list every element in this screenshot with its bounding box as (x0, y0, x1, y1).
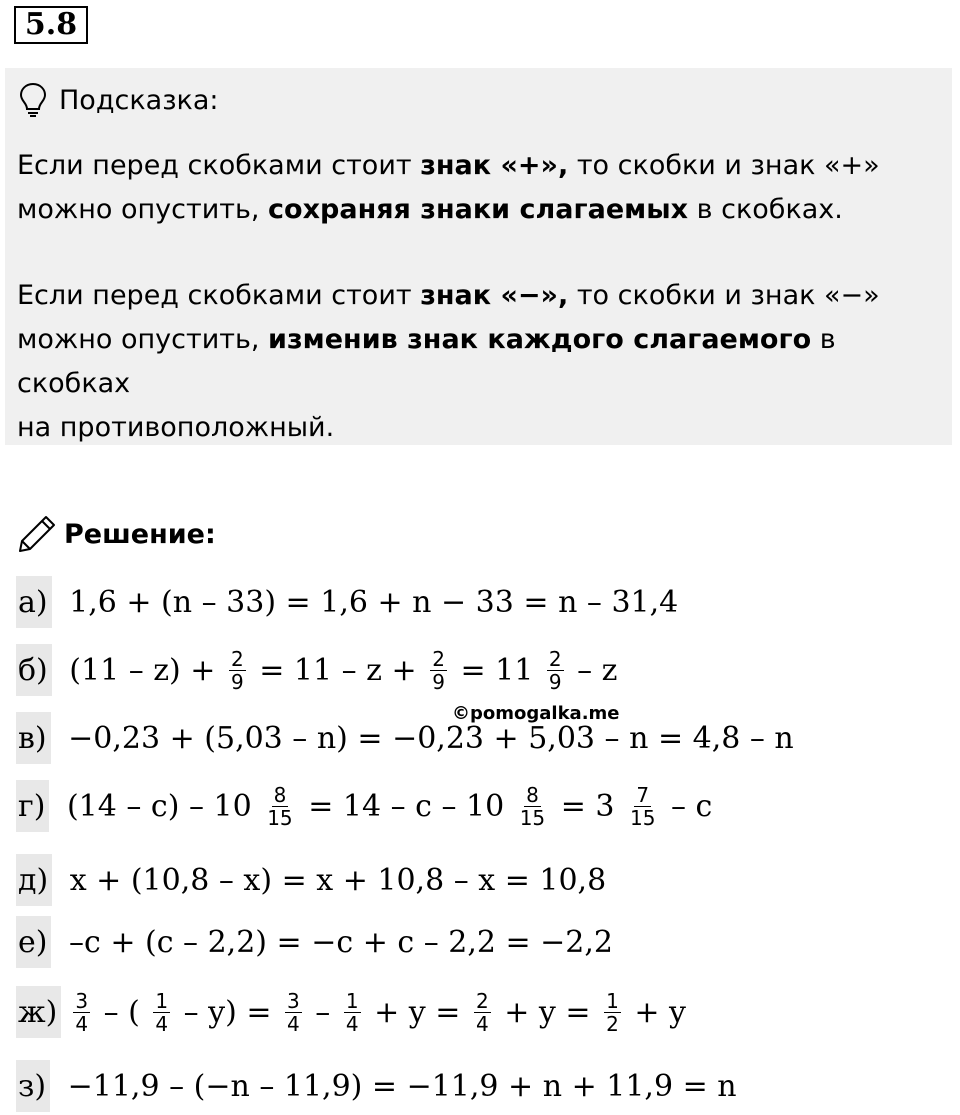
fraction-denominator: 9 (548, 669, 562, 694)
lightbulb-icon (19, 82, 47, 118)
fraction-denominator: 9 (230, 669, 244, 694)
expression-text: – (305, 994, 340, 1030)
row-label: ж) (16, 986, 61, 1038)
fraction-denominator: 15 (519, 805, 546, 830)
watermark: ©pomogalka.me (452, 703, 620, 724)
expression-text: + y = (364, 994, 470, 1030)
problem-number: 5.8 (14, 6, 88, 44)
fraction (265, 784, 294, 829)
expression-text: –c + (c – 2,2) = −c + c – 2,2 = −2,2 (59, 924, 623, 960)
expression-text: + y = (494, 994, 601, 1030)
solution-row (16, 854, 616, 906)
row-label: б) (16, 644, 52, 696)
expression-text: = 11 (450, 652, 543, 688)
expression-text: (11 – z) + (59, 652, 225, 688)
expression-text: = 11 – z + (249, 652, 427, 688)
fraction (474, 990, 491, 1035)
row-label: а) (16, 576, 52, 628)
row-label: г) (16, 780, 49, 832)
pencil-icon (16, 513, 58, 555)
fraction-numerator: 2 (548, 646, 562, 671)
hint-paragraph-2: Если перед скобками стоит знак «−», то скобки и знак «−» можно опустить, изменив знак каждого слагаемого в скобках на противоположный. (17, 280, 880, 443)
fraction-denominator: 4 (287, 1011, 300, 1036)
fraction-numerator: 3 (287, 988, 300, 1013)
fraction (229, 648, 246, 693)
fraction (285, 990, 302, 1035)
expression-text: = 14 – c – 10 (298, 788, 514, 824)
expression-text: = 3 (551, 788, 624, 824)
expression-text: −0,23 + (5,03 – n) = −0,23 + 5,03 – n = 4,8 – n (58, 720, 804, 756)
fraction (344, 990, 361, 1035)
row-label: з) (16, 1060, 50, 1112)
fraction-numerator: 1 (606, 988, 619, 1013)
hint-box (5, 68, 952, 445)
expression-text: 1,6 + (n – 33) = 1,6 + n − 33 = n – 31,4 (59, 584, 688, 620)
fraction (518, 784, 547, 829)
expression-text: – y) = (174, 994, 282, 1030)
fraction-numerator: 1 (155, 988, 169, 1013)
fraction (628, 784, 657, 829)
solution-row (16, 712, 803, 764)
hint-title: Подсказка: (59, 84, 219, 116)
solution-row (16, 916, 623, 968)
solution-row (16, 780, 722, 832)
expression-text: + y (624, 994, 696, 1030)
fraction-denominator: 2 (606, 1011, 619, 1036)
row-label: д) (16, 854, 52, 906)
fraction-numerator: 8 (526, 782, 539, 807)
row-label: в) (16, 712, 51, 764)
solution-row (16, 1060, 746, 1112)
fraction-numerator: 2 (432, 646, 445, 671)
fraction (547, 648, 564, 693)
solution-header (16, 513, 216, 555)
solution-row (16, 986, 696, 1038)
fraction (153, 990, 170, 1035)
fraction (73, 990, 90, 1035)
fraction-numerator: 8 (273, 782, 287, 807)
fraction-denominator: 4 (345, 1011, 359, 1036)
fraction-numerator: 1 (345, 988, 359, 1013)
fraction-denominator: 15 (267, 805, 293, 830)
solution-title: Решение: (64, 518, 216, 550)
fraction-numerator: 2 (230, 646, 244, 671)
fraction-denominator: 4 (155, 1011, 169, 1036)
expression-text: (14 – c) – 10 (57, 788, 262, 824)
row-label: е) (16, 916, 51, 968)
expression-text: −11,9 – (−n – 11,9) = −11,9 + n + 11,9 = n (58, 1068, 747, 1104)
expression-text: – c (661, 788, 722, 824)
hint-paragraph-1: Если перед скобками стоит знак «+», то скобки и знак «+» можно опустить, сохраняя знаки слагаемых в скобках. (17, 150, 880, 225)
fraction-denominator: 4 (75, 1011, 89, 1036)
fraction (430, 648, 447, 693)
solution-row (16, 644, 627, 696)
fraction-denominator: 9 (432, 669, 445, 694)
fraction-numerator: 3 (75, 988, 89, 1013)
hint-header (19, 82, 219, 118)
fraction (604, 990, 621, 1035)
fraction-numerator: 7 (636, 782, 650, 807)
expression-text: – ( (94, 994, 150, 1030)
solution-row (16, 576, 688, 628)
fraction-denominator: 15 (630, 805, 656, 830)
fraction-numerator: 2 (475, 988, 489, 1013)
expression-text: x + (10,8 – x) = x + 10,8 – x = 10,8 (60, 862, 616, 898)
expression-text: – z (567, 652, 628, 688)
fraction-denominator: 4 (475, 1011, 489, 1036)
